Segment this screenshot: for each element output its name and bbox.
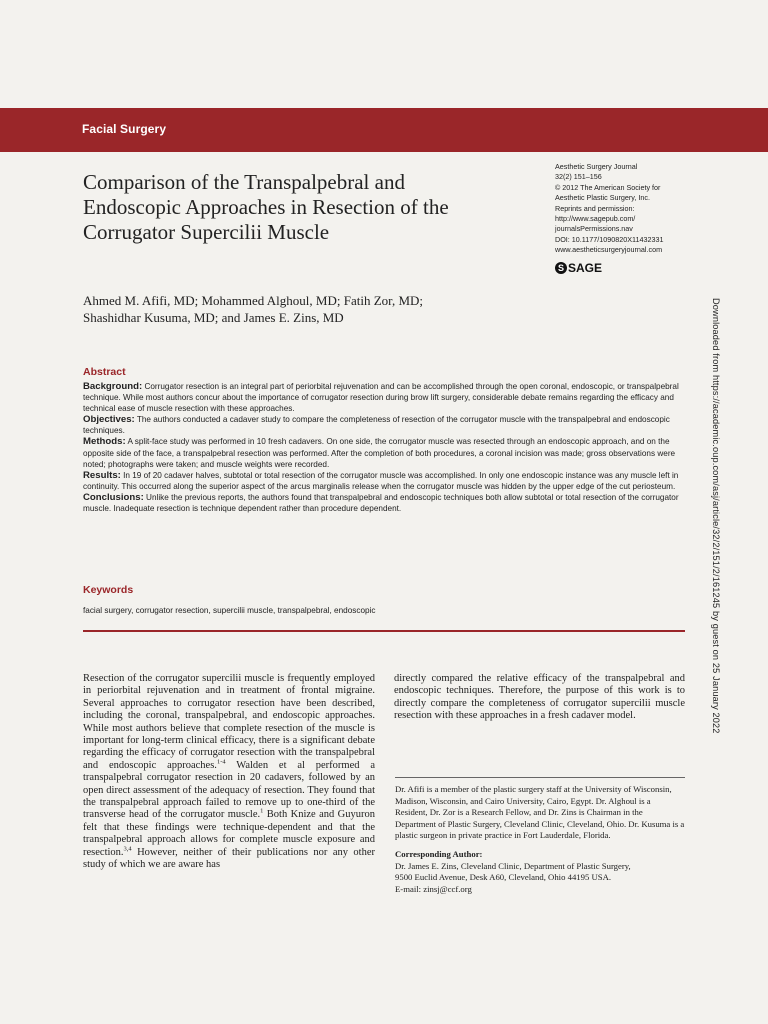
abstract-body (83, 381, 687, 514)
title-line: Comparison of the Transpalpebral and (83, 170, 405, 194)
journal-volume: 32(2) 151–156 (555, 172, 602, 182)
corresponding-author-line: Dr. James E. Zins, Cleveland Clinic, Department of Plastic Surgery, (395, 860, 631, 871)
journal-doi[interactable]: DOI: 10.1177/1090820X11432331 (555, 234, 664, 244)
results-text: In 19 of 20 cadaver halves, subtotal or total resection of the corrugator muscle was accomplished. In only one endoscopic instance was any muscle left in continuity. This occurred along the superior aspect of the arcus marginalis release when the corrugator muscle was hidden by the upper edge of the cut periosteum. (83, 470, 679, 491)
abstract-objectives (83, 414, 687, 436)
citation[interactable]: 1-4 (216, 758, 226, 766)
author-list (83, 292, 523, 326)
download-watermark: Downloaded from https://academic.oup.com/asj/article/32/2/151/2/161245 by guest on 25 January 2022 (711, 298, 721, 734)
conclusions-text: Unlike the previous reports, the authors found that transpalpebral and endoscopic techniques both allow subtotal or total resection of the corrugator muscle. Inadequate resection is technique dependent rather than procedure dependent. (83, 492, 679, 514)
citation[interactable]: 3,4 (123, 845, 132, 853)
keywords-text: facial surgery, corrugator resection, supercilii muscle, transpalpebral, endoscopic (83, 606, 376, 615)
body-column-left (83, 673, 375, 872)
section-divider (83, 630, 685, 632)
abstract-conclusions (83, 492, 687, 514)
journal-copyright-2: Aesthetic Plastic Surgery, Inc. (555, 193, 650, 203)
citation[interactable]: 1 (260, 807, 264, 815)
abstract-heading: Abstract (83, 366, 126, 378)
journal-reprints: Reprints and permission: (555, 203, 635, 213)
results-label: Results: (83, 469, 121, 481)
sage-wordmark: SAGE (568, 261, 603, 275)
article-title (83, 170, 523, 245)
objectives-label: Objectives: (83, 414, 135, 426)
author-affiliations: Dr. Afifi is a member of the plastic surgery staff at the University of Wisconsin, Madison, Wisconsin, and Cairo University, Cairo, Egypt. Dr. Alghoul is a Resident, Dr. Zor is a Research Fellow, and Dr. Zins is Chairman in the Department of Plastic Surgery, Cleveland Clinic, Cleveland, Ohio. Dr. Kusuma is a plastic surgeon in private practice in Fort Lauderdale, Florida. (395, 784, 685, 841)
footnote-divider (395, 777, 685, 778)
sage-mark-icon: S (555, 262, 567, 274)
corresponding-author-email[interactable]: E-mail: zinsj@ccf.org (395, 883, 472, 894)
footnotes (395, 784, 685, 895)
sage-logo (555, 261, 602, 275)
section-band (0, 108, 768, 152)
background-label: Background: (83, 381, 143, 392)
authors-line: Shashidhar Kusuma, MD; and James E. Zins, MD (83, 310, 344, 325)
conclusions-label: Conclusions: (83, 491, 144, 503)
journal-copyright: © 2012 The American Society for (555, 182, 661, 192)
abstract-methods (83, 436, 687, 469)
body-column-right (394, 673, 685, 723)
keywords-heading: Keywords (83, 584, 134, 596)
title-line: Endoscopic Approaches in Resection of the (83, 195, 449, 219)
journal-reprints-url[interactable]: http://www.sagepub.com/ (555, 214, 636, 224)
abstract-results (83, 470, 687, 492)
journal-info (555, 162, 715, 256)
body-paragraph: Resection of the corrugator supercilii muscle is frequently employed in periorbital rejuvenation and in treatment of frontal migraine. Several approaches to corrugator resection have been described, including the coronal, transpalpebral, and endoscopic approaches. While most authors believe that complete resection of the muscle is important for long-term clinical efficacy, there is a significant debate regarding the efficacy of corrugator resection with the transpalpebral and endoscopic approaches.$^{1-4}$ Walden et al performed a transpalpebral corrugator resection in 20 cadavers, followed by an open direct assessment of the adequacy of resection. They found that the transpalpebral approach failed to remove up to one-third of the transverse head of the corrugator muscle.$^1$ Both Knize and Guyuron felt that these findings were technique-dependent and that the transpalpebral approach allows for complete muscle exposure and resection.$^{3,4}$ However, neither of their publications nor any other study of which we are aware has (83, 673, 376, 871)
authors-line: Ahmed M. Afifi, MD; Mohammed Alghoul, MD; Fatih Zor, MD; (83, 293, 423, 308)
journal-website[interactable]: www.aestheticsurgeryjournal.com (555, 245, 663, 255)
section-label: Facial Surgery (82, 122, 167, 136)
corresponding-author-line: 9500 Euclid Avenue, Desk A60, Cleveland, Ohio 44195 USA. (395, 872, 612, 883)
body-paragraph: directly compared the relative efficacy of the transpalpebral and endoscopic techniques. Therefore, the purpose of this work is to directly compare the completeness of corrugator supercilii muscle resection with these approaches in a fresh cadaver model. (394, 673, 685, 722)
background-text: Corrugator resection is an integral part of periorbital rejuvenation and can be accomplished through the open coronal, endoscopic, or transpalpebral technique. While most authors concur about the importance of corrugator resection during brow lift surgery, considerable debate remains regarding the efficacy and technical ease of muscle resection with these approaches. (83, 382, 679, 414)
corresponding-author-label: Corresponding Author: (395, 848, 483, 859)
methods-text: A split-face study was performed in 10 fresh cadavers. On one side, the corrugator muscle was resected through an endoscopic approach, and on the opposite side of the face, a transpalpebral resection was performed. After the completion of both procedures, a coronal incision was made; gross observations were noted; photographs were taken; and muscle weights were recorded. (83, 437, 676, 469)
methods-label: Methods: (83, 436, 126, 448)
abstract-background (83, 381, 687, 414)
title-line: Corrugator Supercilii Muscle (83, 220, 330, 244)
journal-reprints-url-2[interactable]: journalsPermissions.nav (555, 224, 633, 234)
objectives-text: The authors conducted a cadaver study to compare the completeness of resection of the corrugator muscle with the transpalpebral and endoscopic techniques. (83, 415, 670, 436)
journal-name: Aesthetic Surgery Journal (555, 162, 638, 171)
